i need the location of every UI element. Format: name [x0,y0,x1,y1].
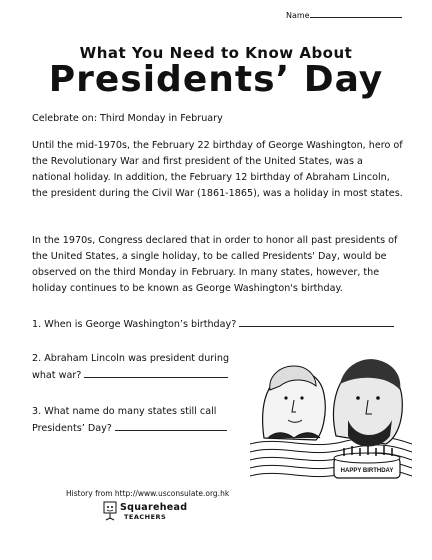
george-washington-portrait [263,366,326,440]
answer-3-blank[interactable] [115,421,227,431]
question-3 [32,403,252,437]
question-3-text-line2: Presidents’ Day? [32,423,112,434]
logo-text-bottom: TEACHERS [124,513,167,521]
question-3-text-line1: 3. What name do many states still call [32,406,217,417]
answer-1-blank[interactable] [239,317,394,327]
squarehead-teachers-logo [102,501,188,523]
question-1 [32,316,394,333]
history-paragraph-1: Until the mid-1970s, the February 22 birthday of George Washington, hero of the Revolutionary War and first president of the United States, was a national holiday. In addition, the February 12 birthday of Abraham Lincoln, the president during the Civil War (1861-1865), was a holiday in most states. [32,140,403,199]
source-credit: History from http://www.usconsulate.org.hk [66,489,230,498]
question-1-text: 1. When is George Washington’s birthday? [32,319,237,330]
history-paragraph-2: In the 1970s, Congress declared that in order to honor all past presidents of the United States, a single holiday, to be called Presidents' Day, would be observed on the third Monday in February. In many states, however, the holiday continues to be known as George Washington's birthday. [32,235,398,294]
birthday-cake-icon [334,446,400,478]
question-2 [32,350,252,384]
question-2-text-line2: what war? [32,370,82,381]
question-2-text-line1: 2. Abraham Lincoln was president during [32,353,230,364]
celebrate-date: Celebrate on: Third Monday in February [32,113,223,124]
answer-2-blank[interactable] [84,368,228,378]
mascot-icon [102,501,118,521]
worksheet-subtitle: What You Need to Know About [79,44,353,62]
name-label: Name [286,11,310,20]
presidents-illustration [250,340,412,486]
cake-text: HAPPY BIRTHDAY [340,468,394,474]
logo-text-top: Squarehead [120,502,188,513]
name-field[interactable] [286,8,402,20]
worksheet-title: Presidents’ Day [48,59,384,100]
abraham-lincoln-portrait [334,359,403,446]
name-blank[interactable] [310,8,402,18]
